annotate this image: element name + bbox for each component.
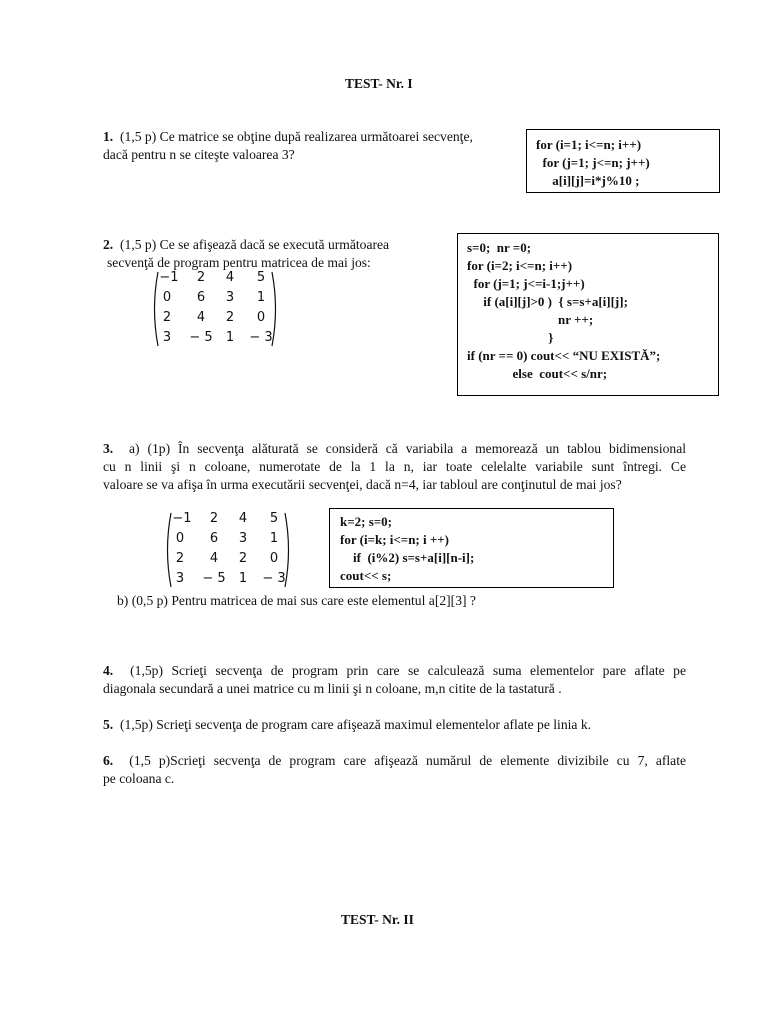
question-5-text <box>103 716 686 734</box>
question-3-text <box>103 440 686 494</box>
code-line: } <box>467 330 554 345</box>
matrix-cell: 5 <box>269 511 279 526</box>
question-5-number: 5. <box>103 717 114 732</box>
matrix-cell: −1 <box>159 270 179 285</box>
matrix-cell: 1 <box>269 531 279 546</box>
question-2-line-1: (1,5 p) Ce se afişează dacă se execută următoarea <box>120 237 390 252</box>
code-line: for (j=1; j<=i-1;j++) <box>467 276 585 291</box>
code-line: k=2; s=0; <box>340 514 393 529</box>
question-2-line-2: secvenţă de program pentru matricea de mai jos: <box>107 255 371 270</box>
test-title-1: TEST- Nr. I <box>345 76 413 91</box>
matrix-cell: 0 <box>175 531 185 546</box>
code-line: for (i=1; i<=n; i++) <box>536 137 642 152</box>
matrix-cell: 6 <box>196 290 206 305</box>
question-3-code-box <box>329 508 614 588</box>
question-6-line-2: pe coloana c. <box>103 771 175 786</box>
question-4-line-2: diagonala secundară a unei matrice cu m linii şi n coloane, m,n citite de la tastatură . <box>103 681 562 696</box>
matrix-cell: 0 <box>256 310 266 325</box>
matrix-cell: 2 <box>162 310 172 325</box>
code-line: if (a[i][j]>0 ) { s=s+a[i][j]; <box>467 294 628 309</box>
matrix-cell: 3 <box>225 290 235 305</box>
code-line: if (i%2) s=s+a[i][n-i]; <box>340 550 475 565</box>
question-1-number: 1. <box>103 129 114 144</box>
question-4-number: 4. <box>103 663 114 678</box>
code-line: cout<< s; <box>340 568 392 583</box>
question-1-line-1: (1,5 p) Ce matrice se obţine după realizarea următoarei secvenţe, <box>120 129 473 144</box>
question-1-text <box>103 128 523 164</box>
matrix-cell: 5 <box>256 270 266 285</box>
matrix-cell: 0 <box>162 290 172 305</box>
matrix-cell: 2 <box>175 551 185 566</box>
question-6-line-1: (1,5 p)Scrieţi secvenţa de program care afişează numărul de elemente divizibile cu 7, aflate <box>129 753 687 768</box>
question-2-text <box>103 236 443 272</box>
matrix-cell: 2 <box>225 310 235 325</box>
matrix-cell: − 5 <box>202 571 226 586</box>
matrix-cell: 1 <box>238 571 248 586</box>
matrix-cell: 1 <box>256 290 266 305</box>
question-1-code-box <box>526 129 720 193</box>
code-line: a[i][j]=i*j%10 ; <box>536 173 640 188</box>
matrix-cell: 0 <box>269 551 279 566</box>
matrix-cell: 1 <box>225 330 235 345</box>
question-3-line-1: a) (1p) În secvenţa alăturată se consideră că variabila a memorează un tablou bidimensional <box>129 441 687 456</box>
matrix-cell: −1 <box>172 511 192 526</box>
question-6-number: 6. <box>103 753 114 768</box>
question-6-text <box>103 752 686 788</box>
code-line: for (j=1; j<=n; j++) <box>536 155 650 170</box>
matrix-cell: 4 <box>196 310 206 325</box>
code-line: else cout<< s/nr; <box>467 366 608 381</box>
matrix-cell: − 5 <box>189 330 213 345</box>
code-line: for (i=2; i<=n; i++) <box>467 258 573 273</box>
matrix-cell: 2 <box>238 551 248 566</box>
question-4-line-1: (1,5p) Scrieţi secvenţa de program prin care se calculează suma elementelor pare aflate pe <box>130 663 687 678</box>
code-line: s=0; nr =0; <box>467 240 532 255</box>
question-3-number: 3. <box>103 441 114 456</box>
question-2-matrix <box>150 270 280 348</box>
code-line: for (i=k; i<=n; i ++) <box>340 532 450 547</box>
matrix-cell: − 3 <box>249 330 273 345</box>
matrix-cell: 3 <box>162 330 172 345</box>
question-3-part-b: b) (0,5 p) Pentru matricea de mai sus care este elementul a[2][3] ? <box>117 593 476 608</box>
matrix-cell: − 3 <box>262 571 286 586</box>
question-3-line-2: cu n linii şi n coloane, numerotate de la 1 la n, iar toate celelalte variabile sunt întregi. Ce <box>103 459 686 474</box>
matrix-cell: 2 <box>196 270 206 285</box>
matrix-cell: 6 <box>209 531 219 546</box>
question-3-line-3: valoare se va afişa în urma executării secvenţei, dacă n=4, iar tabloul are conţinutul de mai jos? <box>103 477 622 492</box>
question-3-matrix <box>163 511 293 589</box>
matrix-cell: 3 <box>175 571 185 586</box>
matrix-cell: 4 <box>209 551 219 566</box>
matrix-cell: 4 <box>225 270 235 285</box>
matrix-cell: 4 <box>238 511 248 526</box>
question-1-line-2: dacă pentru n se citeşte valoarea 3? <box>103 147 295 162</box>
question-4-text <box>103 662 686 698</box>
code-line: nr ++; <box>467 312 594 327</box>
question-2-code-box <box>457 233 719 396</box>
matrix-cell: 2 <box>209 511 219 526</box>
question-2-number: 2. <box>103 237 114 252</box>
matrix-cell: 3 <box>238 531 248 546</box>
code-line: if (nr == 0) cout<< “NU EXISTĂ”; <box>467 348 661 363</box>
test-title-2: TEST- Nr. II <box>341 912 414 927</box>
question-5-line-1: (1,5p) Scrieţi secvenţa de program care afişează maximul elementelor aflate pe linia k. <box>120 717 592 732</box>
